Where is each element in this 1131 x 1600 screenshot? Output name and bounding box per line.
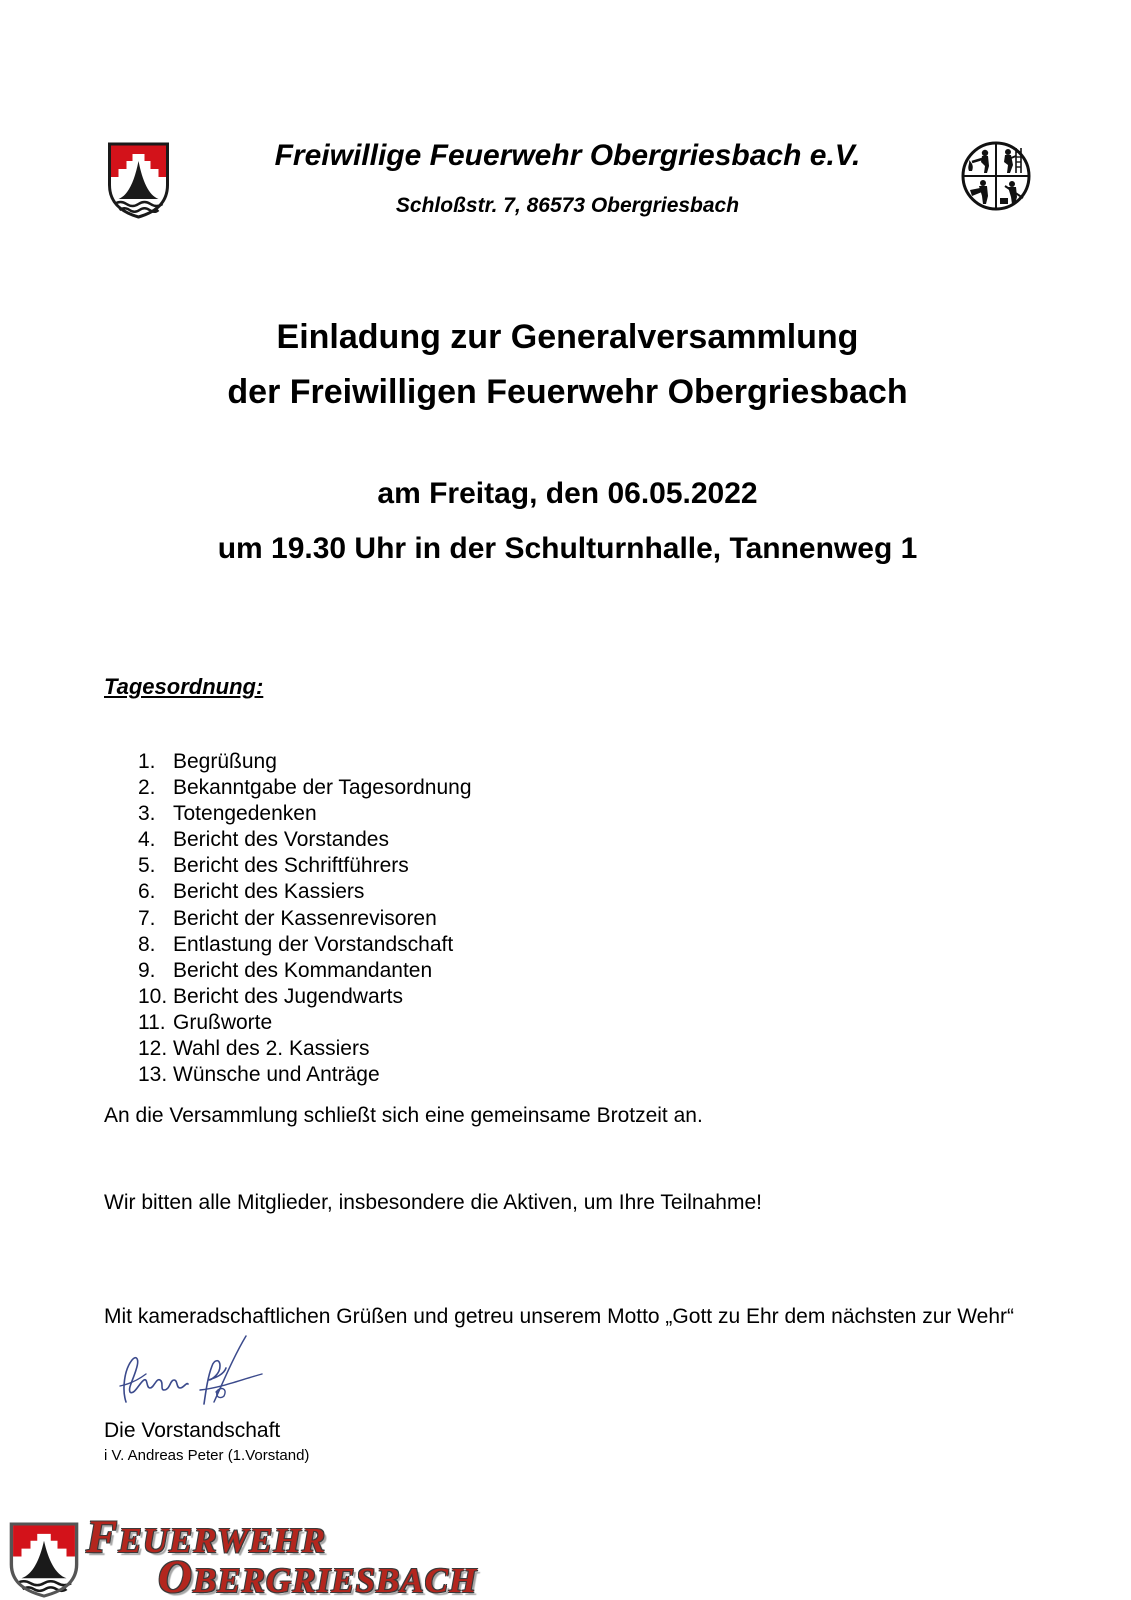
agenda-item-number: 13.: [138, 1063, 168, 1087]
footer-coat-of-arms-graphic: [8, 1521, 80, 1598]
signatory-on-behalf: i V. Andreas Peter (1.Vorstand): [104, 1447, 310, 1464]
organization-name: Freiwillige Feuerwehr Obergriesbach e.V.: [274, 139, 861, 172]
agenda-heading: Tagesordnung:: [104, 674, 264, 699]
agenda-item-number: 7.: [138, 906, 156, 930]
agenda-item-number: 12.: [138, 1037, 168, 1061]
agenda-item: [138, 749, 472, 775]
agenda-item-text: Bericht des Vorstandes: [173, 828, 389, 852]
agenda-list: [138, 749, 472, 1088]
brotzeit-note: An die Versammlung schließt sich eine gemeinsame Brotzeit an.: [104, 1104, 703, 1127]
agenda-item-number: 4.: [138, 828, 156, 852]
agenda-item-text: Wünsche und Anträge: [173, 1063, 380, 1087]
agenda-item-number: 8.: [138, 932, 156, 956]
agenda-item-number: 6.: [138, 880, 156, 904]
agenda-item-text: Grußworte: [173, 1010, 273, 1034]
agenda-item: [138, 1010, 472, 1036]
agenda-item: [138, 827, 472, 853]
agenda-item-number: 11.: [138, 1010, 166, 1034]
footer-logo-text-line-2: OBERGRIESBACH: [158, 1551, 478, 1600]
invitation-title-line-1: Einladung zur Generalversammlung: [276, 318, 859, 356]
handwritten-signature-icon: [116, 1330, 266, 1410]
agenda-item-text: Bekanntgabe der Tagesordnung: [173, 776, 472, 800]
organization-address: Schloßstr. 7, 86573 Obergriesbach: [395, 194, 740, 217]
agenda-item-text: Bericht des Kommandanten: [173, 958, 433, 982]
agenda-item: [138, 984, 472, 1010]
event-time-place: um 19.30 Uhr in der Schulturnhalle, Tannenweg 1: [217, 532, 918, 565]
participation-appeal: Wir bitten alle Mitglieder, insbesondere die Aktiven, um Ihre Teilnahme!: [104, 1191, 762, 1214]
agenda-item: [138, 932, 472, 958]
agenda-item-text: Begrüßung: [173, 750, 277, 773]
agenda-item-text: Bericht des Jugendwarts: [173, 984, 403, 1008]
agenda-item-number: 1.: [138, 750, 156, 773]
footer-logo-text-line-1: FEUERWEHR: [86, 1511, 327, 1563]
agenda-item-text: Bericht der Kassenrevisoren: [173, 906, 437, 930]
invitation-title-line-2: der Freiwilligen Feuerwehr Obergriesbach: [227, 373, 908, 411]
agenda-item-number: 9.: [138, 958, 156, 982]
agenda-item-number: 5.: [138, 854, 156, 878]
agenda-item: [138, 1036, 472, 1062]
agenda-item-number: 10.: [138, 984, 168, 1008]
agenda-item-text: Wahl des 2. Kassiers: [173, 1037, 370, 1061]
agenda-item: [138, 906, 472, 932]
signature-graphic: [116, 1330, 266, 1410]
agenda-item: [138, 1062, 472, 1088]
event-date: am Freitag, den 06.05.2022: [377, 477, 758, 510]
agenda-item-number: 2.: [138, 776, 156, 800]
agenda-item: [138, 879, 472, 905]
agenda-item-number: 3.: [138, 802, 156, 826]
agenda-item: [138, 853, 472, 879]
signatory: Die Vorstandschaft: [104, 1419, 281, 1442]
agenda-item-text: Bericht des Schriftführers: [173, 854, 409, 878]
agenda-item-text: Totengedenken: [173, 802, 317, 826]
fire-brigade-emblem-icon: [960, 140, 1032, 212]
fire-brigade-emblem-graphic: [960, 140, 1032, 212]
agenda-item-text: Entlastung der Vorstandschaft: [173, 932, 454, 956]
agenda-item: [138, 775, 472, 801]
agenda-item: [138, 801, 472, 827]
agenda-item: [138, 958, 472, 984]
agenda-item-text: Bericht des Kassiers: [173, 880, 365, 904]
footer-coat-of-arms-icon: [8, 1521, 80, 1598]
closing-greeting: Mit kameradschaftlichen Grüßen und getreu unserem Motto „Gott zu Ehr dem nächsten zur Wehr“: [104, 1305, 1015, 1328]
